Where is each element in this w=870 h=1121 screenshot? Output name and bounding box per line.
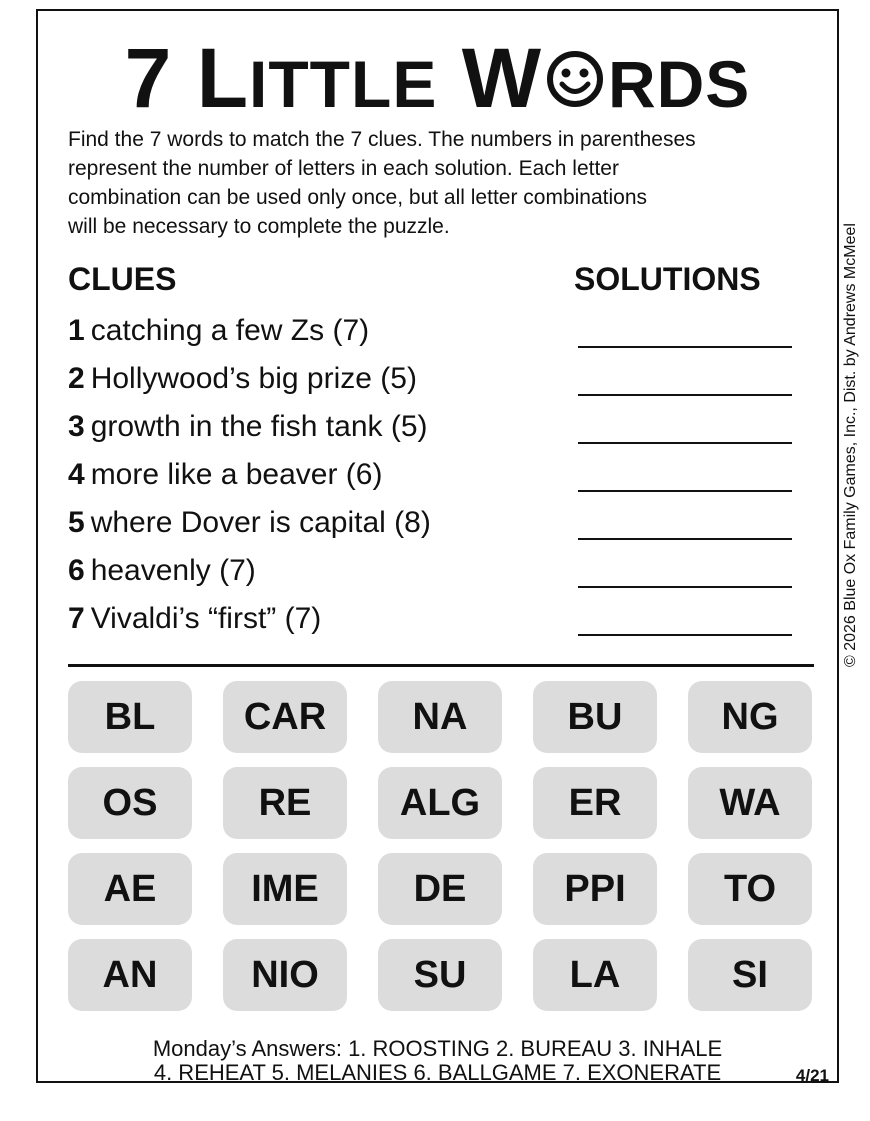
- smiley-face-icon: [545, 49, 605, 109]
- letter-tile[interactable]: TO: [688, 853, 812, 925]
- letter-tile[interactable]: ER: [533, 767, 657, 839]
- instructions: [68, 125, 828, 241]
- letter-tile[interactable]: AE: [68, 853, 192, 925]
- solution-blank-4[interactable]: [578, 490, 792, 492]
- clue-text: Vivaldi’s “first” (7): [90, 602, 322, 635]
- solution-blank-6[interactable]: [578, 586, 792, 588]
- clue-number: 2: [68, 362, 85, 395]
- letter-tile[interactable]: NG: [688, 681, 812, 753]
- solution-blank-1[interactable]: [578, 346, 792, 348]
- clue-number: 5: [68, 506, 85, 539]
- solutions-heading: SOLUTIONS: [574, 261, 761, 297]
- clue-number: 3: [68, 410, 85, 443]
- title-number: 7: [124, 31, 173, 125]
- instructions-line: combination can be used only once, but all letter combinations: [68, 186, 648, 209]
- letter-tile[interactable]: AN: [68, 939, 192, 1011]
- copyright-notice: © 2026 Blue Ox Family Games, Inc., Dist. by Andrews McMeel: [842, 223, 859, 667]
- instructions-line: represent the number of letters in each solution. Each letter: [68, 157, 619, 180]
- title-word2-initial: W: [461, 31, 542, 125]
- letter-tile[interactable]: SI: [688, 939, 812, 1011]
- letter-tile[interactable]: RE: [223, 767, 347, 839]
- instructions-line: will be necessary to complete the puzzle.: [68, 215, 450, 238]
- title-word2-rest: RDS: [607, 47, 751, 121]
- clue-5: [68, 506, 431, 540]
- clue-2: [68, 362, 417, 396]
- clue-4: [68, 458, 382, 492]
- clue-text: Hollywood’s big prize (5): [90, 362, 417, 395]
- clue-number: 7: [68, 602, 85, 635]
- title-word1-rest: ITTLE: [249, 47, 438, 121]
- clue-7: [68, 602, 321, 636]
- clue-number: 1: [68, 314, 85, 347]
- letter-tile[interactable]: DE: [378, 853, 502, 925]
- letter-tile[interactable]: NA: [378, 681, 502, 753]
- solution-blank-2[interactable]: [578, 394, 792, 396]
- solution-blank-7[interactable]: [578, 634, 792, 636]
- title-word1-initial: L: [196, 31, 250, 125]
- letter-tile[interactable]: ALG: [378, 767, 502, 839]
- letter-tile[interactable]: WA: [688, 767, 812, 839]
- letter-tile[interactable]: BU: [533, 681, 657, 753]
- clue-1: [68, 314, 369, 348]
- clue-number: 6: [68, 554, 85, 587]
- clue-6: [68, 554, 256, 588]
- solution-blank-5[interactable]: [578, 538, 792, 540]
- letter-tile[interactable]: SU: [378, 939, 502, 1011]
- previous-answers: [38, 1037, 837, 1085]
- letter-tile[interactable]: LA: [533, 939, 657, 1011]
- clue-text: more like a beaver (6): [90, 458, 383, 491]
- clue-number: 4: [68, 458, 85, 491]
- clue-text: where Dover is capital (8): [90, 506, 431, 539]
- solution-blank-3[interactable]: [578, 442, 792, 444]
- answers-line-2: 4. REHEAT 5. MELANIES 6. BALLGAME 7. EXONERATE: [153, 1060, 722, 1085]
- letter-tile[interactable]: BL: [68, 681, 192, 753]
- letter-tile[interactable]: CAR: [223, 681, 347, 753]
- clue-3: [68, 410, 428, 444]
- clue-text: growth in the fish tank (5): [90, 410, 428, 443]
- puzzle-date: 4/21: [795, 1066, 829, 1085]
- letter-tile[interactable]: NIO: [223, 939, 347, 1011]
- letter-tile[interactable]: IME: [223, 853, 347, 925]
- divider: [68, 664, 814, 667]
- letter-tile[interactable]: PPI: [533, 853, 657, 925]
- letter-tile[interactable]: OS: [68, 767, 192, 839]
- puzzle-title: [38, 33, 837, 129]
- clue-text: heavenly (7): [90, 554, 256, 587]
- clue-text: catching a few Zs (7): [90, 314, 370, 347]
- instructions-line: Find the 7 words to match the 7 clues. The numbers in parentheses: [68, 128, 696, 151]
- clues-heading: CLUES: [68, 261, 177, 297]
- answers-line-1: Monday’s Answers: 1. ROOSTING 2. BUREAU 3. INHALE: [152, 1036, 723, 1061]
- puzzle-frame: [36, 9, 859, 1085]
